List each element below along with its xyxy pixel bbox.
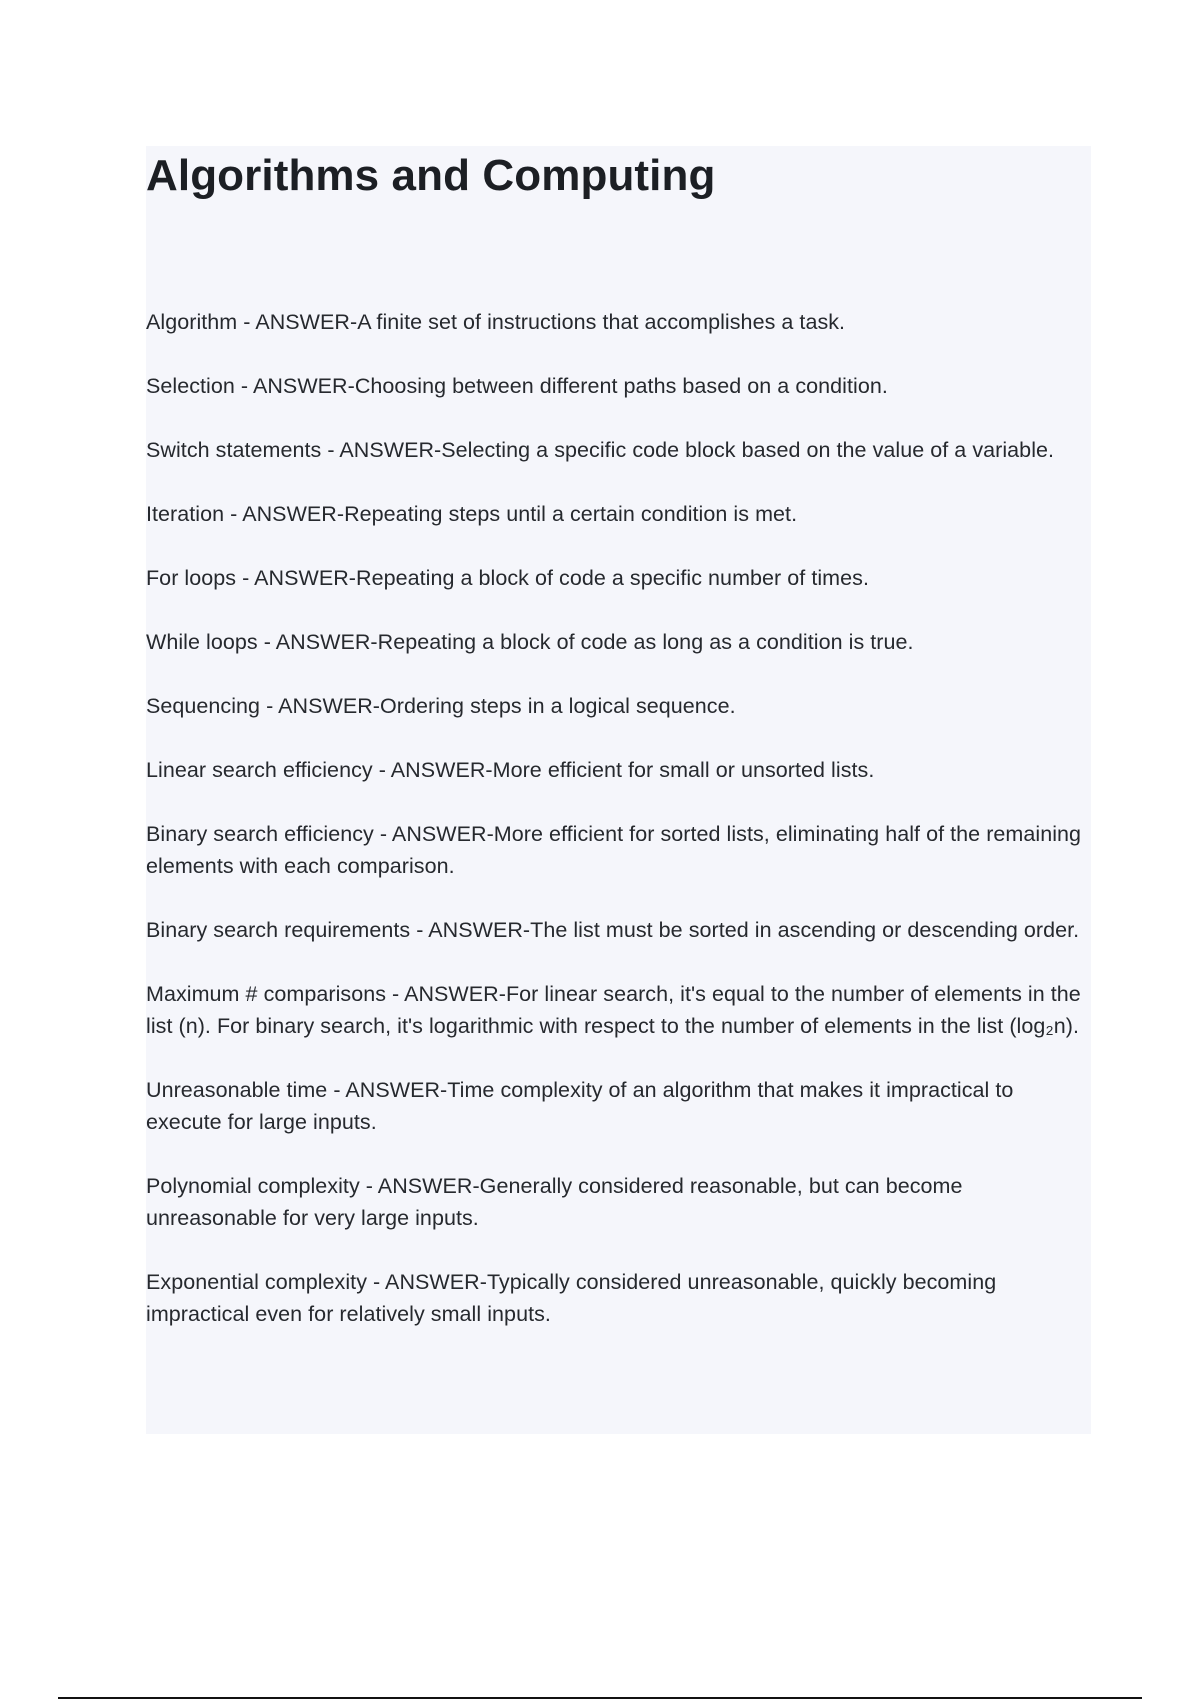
- entry-iteration: Iteration - ANSWER-Repeating steps until a certain condition is met.: [146, 502, 798, 526]
- entry-unreasonable-time: Unreasonable time - ANSWER-Time complexity of an algorithm that makes it impractical to execute for large inputs.: [146, 1078, 1014, 1134]
- entry-polynomial-complexity: Polynomial complexity - ANSWER-Generally considered reasonable, but can become unreasonable for very large inputs.: [146, 1174, 963, 1230]
- entry-maximum-comparisons: Maximum # comparisons - ANSWER-For linear search, it's equal to the number of elements in the list (n). For binary search, it's logarithmic with respect to the number of elements in the list (log₂n).: [146, 982, 1081, 1038]
- entry-for-loops: For loops - ANSWER-Repeating a block of code a specific number of times.: [146, 566, 869, 590]
- entry-while-loops: While loops - ANSWER-Repeating a block of code as long as a condition is true.: [146, 630, 914, 654]
- page-title: Algorithms and Computing: [146, 151, 716, 200]
- entry-exponential-complexity: Exponential complexity - ANSWER-Typically considered unreasonable, quickly becoming impractical even for relatively small inputs.: [146, 1270, 997, 1326]
- entry-binary-search-requirements: Binary search requirements - ANSWER-The list must be sorted in ascending or descending order.: [146, 918, 1080, 942]
- entry-list: [146, 306, 1091, 1362]
- bottom-divider: [58, 1697, 1142, 1699]
- entry-selection: Selection - ANSWER-Choosing between different paths based on a condition.: [146, 374, 888, 398]
- entry-linear-search-efficiency: Linear search efficiency - ANSWER-More efficient for small or unsorted lists.: [146, 758, 875, 782]
- content-block: [146, 146, 1091, 1434]
- entry-switch-statements: Switch statements - ANSWER-Selecting a specific code block based on the value of a variable.: [146, 438, 1055, 462]
- entry-algorithm: Algorithm - ANSWER-A finite set of instructions that accomplishes a task.: [146, 310, 846, 334]
- entry-sequencing: Sequencing - ANSWER-Ordering steps in a logical sequence.: [146, 694, 736, 718]
- entry-binary-search-efficiency: Binary search efficiency - ANSWER-More efficient for sorted lists, eliminating half of the remaining elements with each comparison.: [146, 822, 1082, 878]
